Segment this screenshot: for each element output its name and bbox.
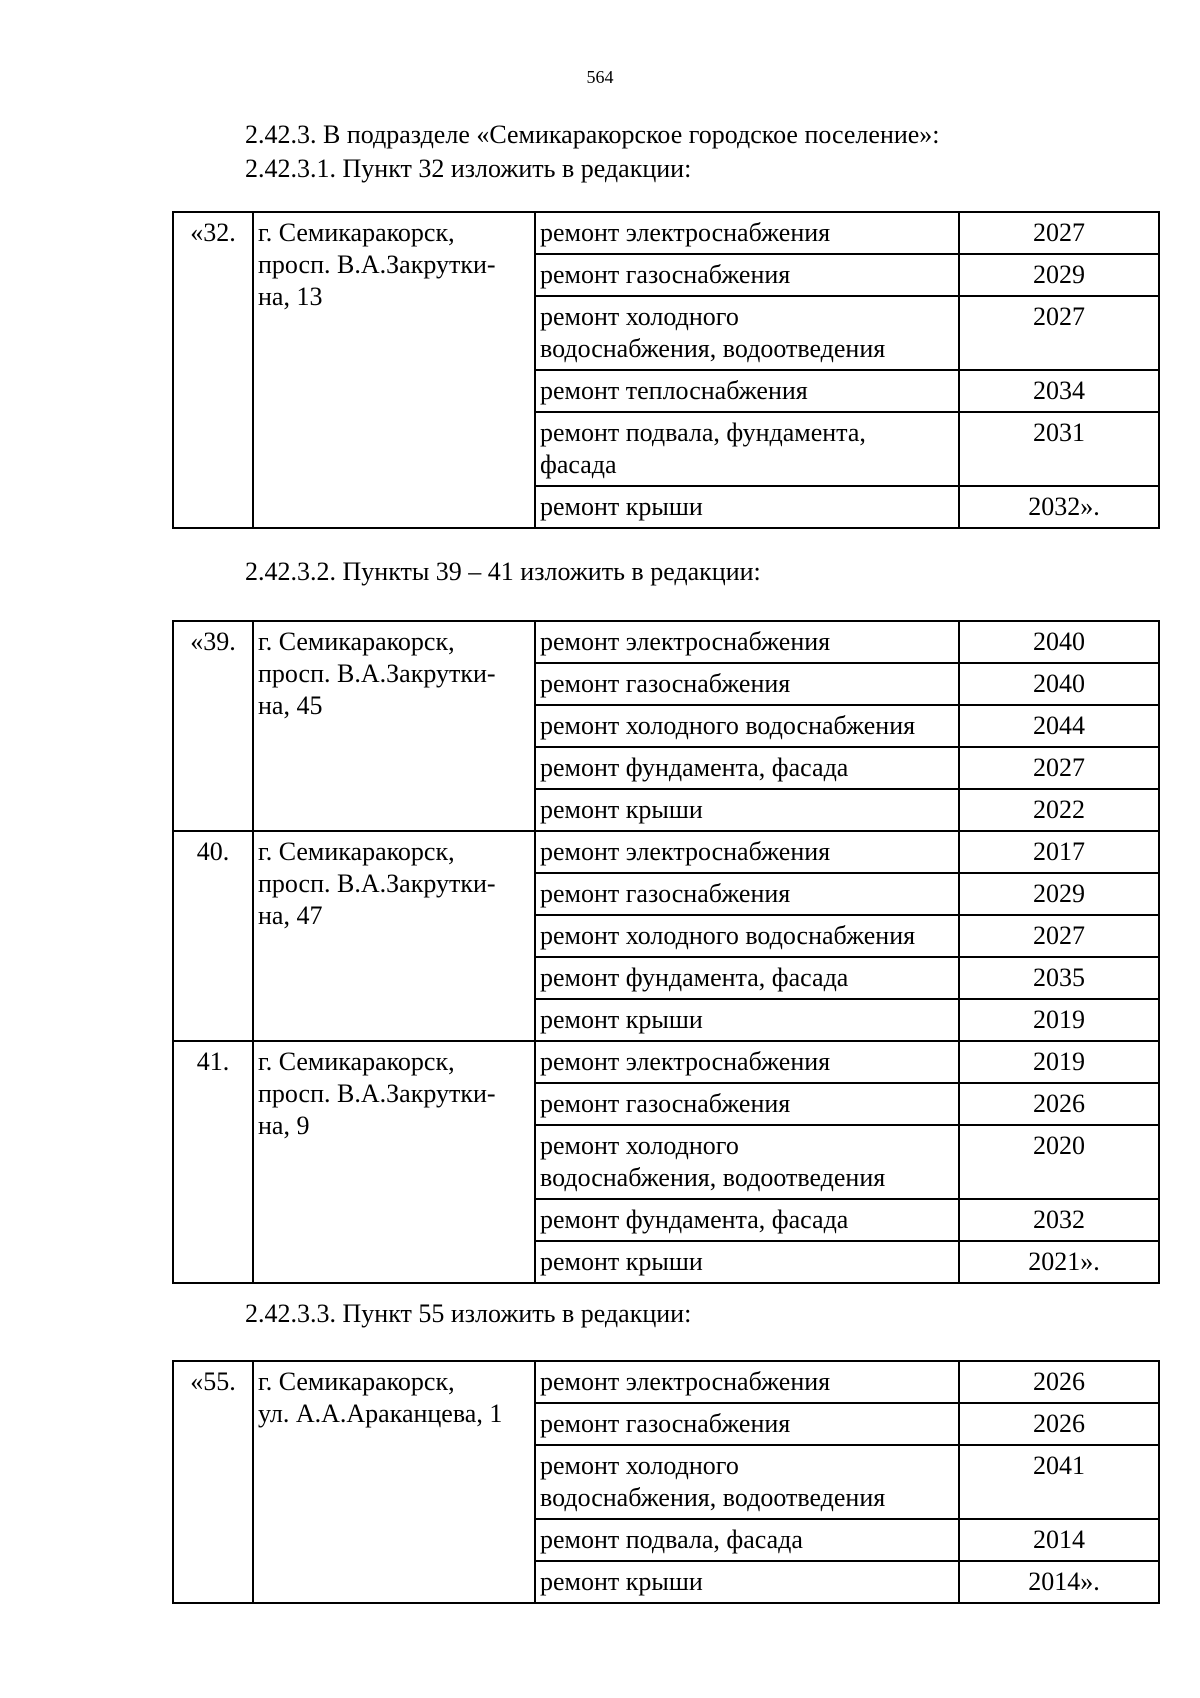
work-type-cell (535, 1561, 959, 1603)
year-value: 2031 (1033, 418, 1085, 447)
work-type-line: ремонт фундамента, фасада (540, 1205, 849, 1234)
work-type-line: ремонт фундамента, фасада (540, 963, 849, 992)
work-type-cell (535, 663, 959, 705)
year-cell (959, 1403, 1159, 1445)
work-type-line: ремонт холодного водоснабжения (540, 921, 916, 950)
work-type-cell (535, 254, 959, 296)
year-value: 2017 (1033, 837, 1085, 866)
year-value: 2027 (1033, 921, 1085, 950)
work-type-line: водоснабжения, водоотведения (540, 1483, 886, 1512)
year-cell (959, 1361, 1159, 1403)
address-line: просп. В.А.Закрутки- (258, 1079, 496, 1108)
year-cell (959, 1241, 1159, 1283)
work-type-line: ремонт электроснабжения (540, 627, 831, 656)
year-cell (959, 296, 1159, 370)
year-value: 2020 (1033, 1131, 1085, 1160)
year-cell (959, 486, 1159, 528)
year-value: 2019 (1033, 1005, 1085, 1034)
year-cell (959, 1041, 1159, 1083)
year-value: 2022 (1033, 795, 1085, 824)
address-cell (253, 621, 535, 831)
year-cell (959, 1445, 1159, 1519)
year-cell (959, 1125, 1159, 1199)
work-type-line: ремонт крыши (540, 1247, 703, 1276)
work-type-line: фасада (540, 450, 617, 479)
work-type-cell (535, 1519, 959, 1561)
year-value: 2029 (1033, 879, 1085, 908)
work-type-line: ремонт крыши (540, 1567, 703, 1596)
work-type-line: ремонт электроснабжения (540, 1367, 831, 1396)
year-cell (959, 621, 1159, 663)
page-number: 564 (586, 67, 614, 87)
address-line: на, 45 (258, 691, 323, 720)
address-line: просп. В.А.Закрутки- (258, 250, 496, 279)
year-cell (959, 789, 1159, 831)
year-cell (959, 254, 1159, 296)
work-type-line: ремонт газоснабжения (540, 669, 791, 698)
year-value: 2014». (1028, 1567, 1100, 1596)
address-line: на, 47 (258, 901, 323, 930)
year-value: 2044 (1033, 711, 1085, 740)
item-number: «55. (173, 1361, 253, 1603)
year-cell (959, 412, 1159, 486)
work-type-line: ремонт крыши (540, 1005, 703, 1034)
work-type-line: ремонт подвала, фундамента, (540, 418, 866, 447)
table-row (173, 621, 1159, 663)
year-value: 2027 (1033, 218, 1085, 247)
work-type-line: ремонт холодного (540, 1131, 739, 1160)
address-cell (253, 212, 535, 528)
year-value: 2026 (1033, 1367, 1085, 1396)
work-type-line: ремонт газоснабжения (540, 260, 791, 289)
work-type-line: ремонт газоснабжения (540, 1089, 791, 1118)
year-cell (959, 1561, 1159, 1603)
address-cell (253, 1041, 535, 1283)
work-type-line: ремонт электроснабжения (540, 218, 831, 247)
year-cell (959, 831, 1159, 873)
year-cell (959, 957, 1159, 999)
address-line: г. Семикаракорск, (258, 627, 455, 656)
address-line: просп. В.А.Закрутки- (258, 869, 496, 898)
table-item-32 (172, 211, 1160, 529)
year-value: 2027 (1033, 302, 1085, 331)
work-type-cell (535, 873, 959, 915)
year-cell (959, 663, 1159, 705)
work-type-line: ремонт электроснабжения (540, 837, 831, 866)
address-line: г. Семикаракорск, (258, 218, 455, 247)
work-type-cell (535, 412, 959, 486)
work-type-cell (535, 705, 959, 747)
work-type-cell (535, 789, 959, 831)
year-value: 2035 (1033, 963, 1085, 992)
year-cell (959, 1083, 1159, 1125)
table-row (173, 1041, 1159, 1083)
year-cell (959, 370, 1159, 412)
year-value: 2019 (1033, 1047, 1085, 1076)
year-value: 2014 (1033, 1525, 1085, 1554)
table-row (173, 212, 1159, 254)
work-type-line: ремонт крыши (540, 492, 703, 521)
year-value: 2041 (1033, 1451, 1085, 1480)
table-row (173, 831, 1159, 873)
address-line: г. Семикаракорск, (258, 837, 455, 866)
year-value: 2032 (1033, 1205, 1085, 1234)
work-type-line: ремонт теплоснабжения (540, 376, 808, 405)
year-cell (959, 1199, 1159, 1241)
table-items-39-41 (172, 620, 1160, 1284)
year-cell (959, 999, 1159, 1041)
work-type-cell (535, 1445, 959, 1519)
work-type-cell (535, 1041, 959, 1083)
address-line: г. Семикаракорск, (258, 1047, 455, 1076)
work-type-cell (535, 370, 959, 412)
work-type-cell (535, 621, 959, 663)
work-type-cell (535, 915, 959, 957)
work-type-line: ремонт фундамента, фасада (540, 753, 849, 782)
work-type-cell (535, 1083, 959, 1125)
items-39-41-instruction: 2.42.3.2. Пункты 39 – 41 изложить в редакции: (245, 557, 761, 586)
year-cell (959, 873, 1159, 915)
work-type-cell (535, 296, 959, 370)
work-type-line: ремонт крыши (540, 795, 703, 824)
work-type-cell (535, 1361, 959, 1403)
work-type-line: ремонт подвала, фасада (540, 1525, 803, 1554)
table-row (173, 1361, 1159, 1403)
year-cell (959, 705, 1159, 747)
year-value: 2021». (1028, 1247, 1100, 1276)
year-value: 2032». (1028, 492, 1100, 521)
year-cell (959, 747, 1159, 789)
work-type-cell (535, 1125, 959, 1199)
work-type-line: ремонт холодного (540, 302, 739, 331)
year-value: 2026 (1033, 1409, 1085, 1438)
table-item-55 (172, 1360, 1160, 1604)
work-type-cell (535, 1403, 959, 1445)
work-type-cell (535, 957, 959, 999)
work-type-cell (535, 1199, 959, 1241)
year-value: 2034 (1033, 376, 1085, 405)
work-type-line: ремонт холодного (540, 1451, 739, 1480)
year-value: 2026 (1033, 1089, 1085, 1118)
year-cell (959, 915, 1159, 957)
year-cell (959, 212, 1159, 254)
work-type-cell (535, 486, 959, 528)
work-type-line: ремонт холодного водоснабжения (540, 711, 916, 740)
work-type-line: водоснабжения, водоотведения (540, 334, 886, 363)
work-type-cell (535, 831, 959, 873)
work-type-cell (535, 747, 959, 789)
item-number: «39. (173, 621, 253, 831)
address-cell (253, 1361, 535, 1603)
address-cell (253, 831, 535, 1041)
address-line: ул. А.А.Араканцева, 1 (258, 1399, 503, 1428)
address-line: на, 13 (258, 282, 323, 311)
item-number: 40. (173, 831, 253, 1041)
work-type-line: водоснабжения, водоотведения (540, 1163, 886, 1192)
year-value: 2040 (1033, 669, 1085, 698)
work-type-cell (535, 1241, 959, 1283)
work-type-line: ремонт газоснабжения (540, 1409, 791, 1438)
item-32-instruction: 2.42.3.1. Пункт 32 изложить в редакции: (245, 154, 692, 183)
work-type-cell (535, 212, 959, 254)
work-type-line: ремонт электроснабжения (540, 1047, 831, 1076)
work-type-line: ремонт газоснабжения (540, 879, 791, 908)
year-cell (959, 1519, 1159, 1561)
item-number: «32. (173, 212, 253, 528)
address-line: г. Семикаракорск, (258, 1367, 455, 1396)
year-value: 2027 (1033, 753, 1085, 782)
year-value: 2029 (1033, 260, 1085, 289)
section-heading: 2.42.3. В подразделе «Семикаракорское городское поселение»: (245, 120, 940, 149)
work-type-cell (535, 999, 959, 1041)
address-line: просп. В.А.Закрутки- (258, 659, 496, 688)
address-line: на, 9 (258, 1111, 310, 1140)
item-number: 41. (173, 1041, 253, 1283)
item-55-instruction: 2.42.3.3. Пункт 55 изложить в редакции: (245, 1299, 692, 1328)
year-value: 2040 (1033, 627, 1085, 656)
